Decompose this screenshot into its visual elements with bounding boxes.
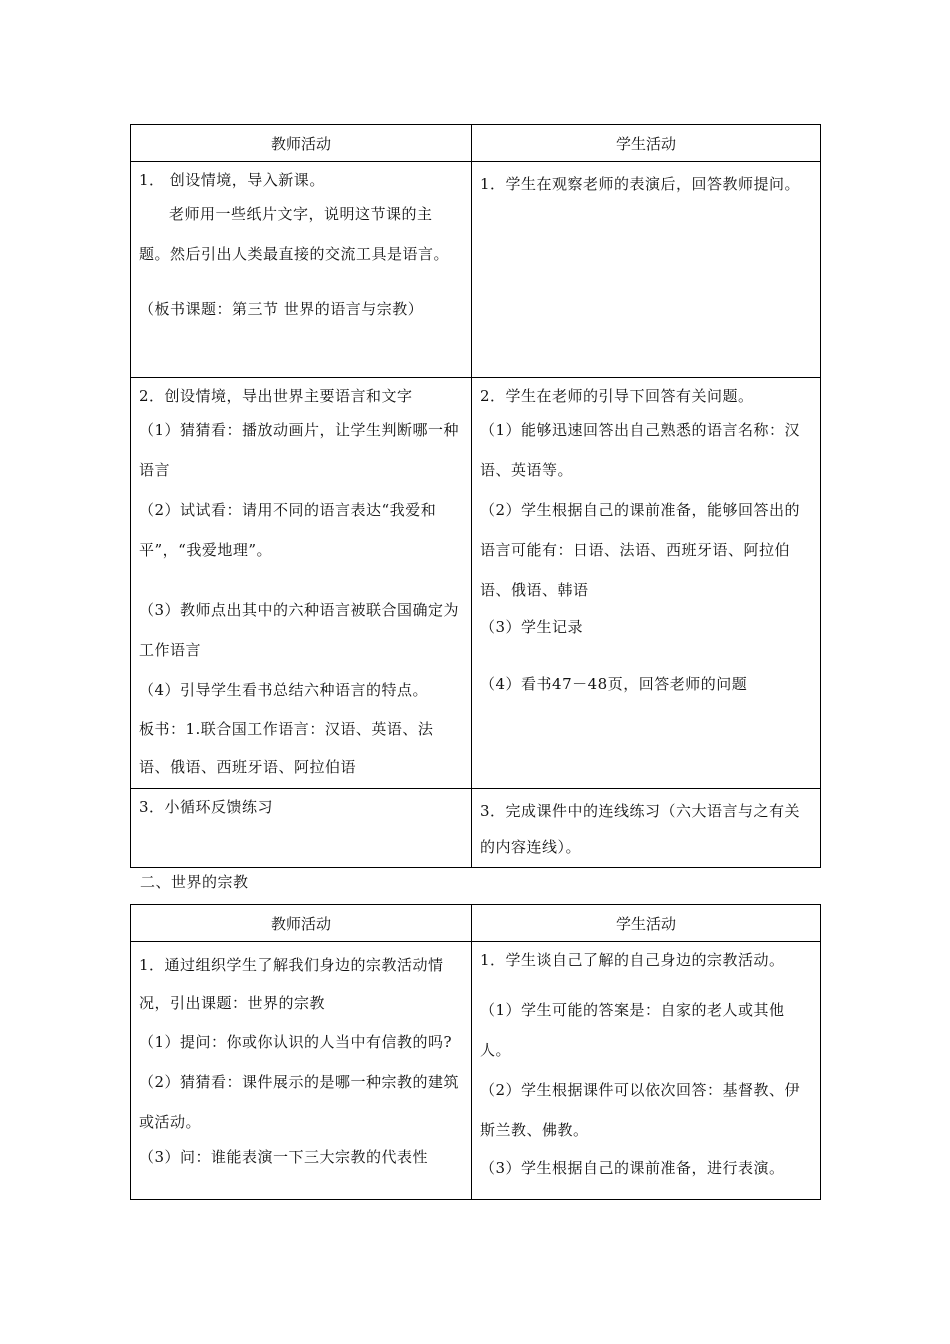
paragraph: （1）学生可能的答案是：自家的老人或其他人。 bbox=[480, 1001, 785, 1059]
teacher-cell bbox=[131, 942, 472, 1200]
section-heading: 二、世界的宗教 bbox=[140, 873, 249, 891]
paragraph: （2）学生根据课件可以依次回答：基督教、伊斯兰教、佛教。 bbox=[480, 1081, 801, 1139]
paragraph: （3）问：谁能表演一下三大宗教的代表性 bbox=[139, 1148, 429, 1166]
paragraph: 1．学生在观察老师的表演后，回答教师提问。 bbox=[480, 175, 801, 193]
paragraph: （4）引导学生看书总结六种语言的特点。 bbox=[139, 681, 429, 699]
paragraph: 1．通过组织学生了解我们身边的宗教活动情况，引出课题：世界的宗教 bbox=[139, 956, 444, 1012]
paragraph: （3）学生根据自己的课前准备，进行表演。 bbox=[480, 1159, 785, 1177]
paragraph: 老师用一些纸片文字，说明这节课的主题。然后引出人类最直接的交流工具是语言。 bbox=[139, 205, 450, 263]
student-cell bbox=[472, 789, 821, 868]
teacher-cell bbox=[131, 789, 472, 868]
paragraph: 板书：1.联合国工作语言：汉语、英语、法语、俄语、西班牙语、阿拉伯语 bbox=[139, 720, 434, 776]
table-row bbox=[131, 942, 821, 1200]
student-cell bbox=[472, 942, 821, 1200]
paragraph: 2．创设情境，导出世界主要语言和文字 bbox=[139, 387, 413, 405]
header-student-activity: 学生活动 bbox=[472, 905, 821, 942]
paragraph: （1）提问：你或你认识的人当中有信教的吗? bbox=[139, 1033, 453, 1051]
lesson-table-language bbox=[130, 124, 821, 868]
paragraph: 3．小循环反馈练习 bbox=[139, 798, 274, 816]
paragraph: （3）教师点出其中的六种语言被联合国确定为工作语言 bbox=[139, 601, 460, 659]
paragraph: 1．学生谈自己了解的自己身边的宗教活动。 bbox=[480, 951, 785, 969]
table-row bbox=[131, 378, 821, 789]
header-teacher-activity: 教师活动 bbox=[131, 125, 472, 162]
paragraph: 1． 创设情境，导入新课。 bbox=[139, 171, 325, 189]
lesson-table-religion bbox=[130, 904, 821, 1200]
teacher-cell bbox=[131, 378, 472, 789]
paragraph: （板书课题：第三节 世界的语言与宗教） bbox=[139, 300, 424, 318]
paragraph: 2．学生在老师的引导下回答有关问题。 bbox=[480, 387, 754, 405]
paragraph: （1）能够迅速回答出自己熟悉的语言名称：汉语、英语等。 bbox=[480, 421, 801, 479]
header-teacher-activity: 教师活动 bbox=[131, 905, 472, 942]
paragraph: 3．完成课件中的连线练习（六大语言与之有关的内容连线）。 bbox=[480, 802, 801, 856]
paragraph: （1）猜猜看：播放动画片，让学生判断哪一种语言 bbox=[139, 421, 460, 479]
paragraph: （3）学生记录 bbox=[480, 618, 584, 636]
paragraph: （4）看书47－48页，回答老师的问题 bbox=[480, 675, 748, 693]
student-cell bbox=[472, 378, 821, 789]
table-row bbox=[131, 789, 821, 868]
student-cell bbox=[472, 162, 821, 378]
header-student-activity: 学生活动 bbox=[472, 125, 821, 162]
teacher-cell bbox=[131, 162, 472, 378]
paragraph: （2）试试看：请用不同的语言表达“我爱和平”，“我爱地理”。 bbox=[139, 501, 437, 559]
paragraph: （2）学生根据自己的课前准备，能够回答出的语言可能有：日语、法语、西班牙语、阿拉伯语、俄语、韩语 bbox=[480, 501, 801, 599]
table-row bbox=[131, 162, 821, 378]
paragraph: （2）猜猜看：课件展示的是哪一种宗教的建筑或活动。 bbox=[139, 1073, 460, 1131]
table-header-row bbox=[131, 905, 821, 942]
table-header-row bbox=[131, 125, 821, 162]
